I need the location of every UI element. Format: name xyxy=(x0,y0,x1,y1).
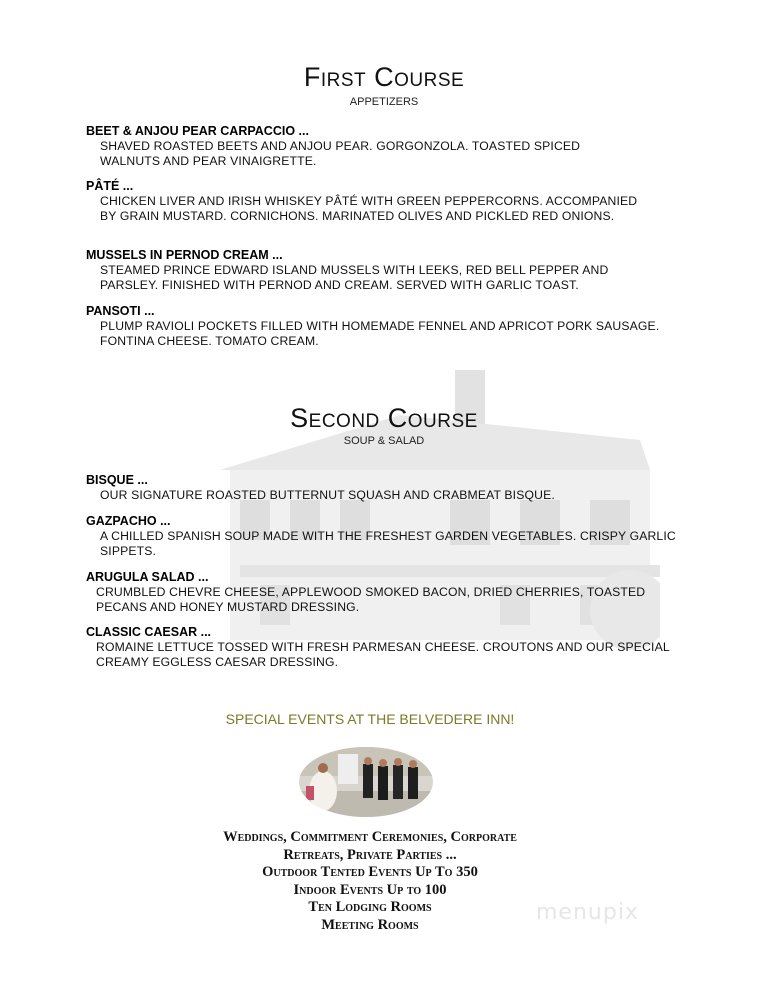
menu-item-description: SHAVED ROASTED BEETS AND ANJOU PEAR. GORGONZOLA. TOASTED SPICED WALNUTS AND PEAR VINAIGRETTE. xyxy=(100,139,581,168)
menu-item xyxy=(86,303,706,349)
menu-item-description: STEAMED PRINCE EDWARD ISLAND MUSSELS WITH LEEKS, RED BELL PEPPER AND PARSLEY. FINISHED WITH PERNOD AND CREAM. SERVED WITH GARLIC TOAST. xyxy=(100,263,609,292)
menu-item-description: PLUMP RAVIOLI POCKETS FILLED WITH HOMEMADE FENNEL AND APRICOT PORK SAUSAGE. FONTINA CHEESE. TOMATO CREAM. xyxy=(100,319,660,348)
menu-item xyxy=(86,472,706,503)
events-line: Outdoor Tented Events Up To 350 xyxy=(262,864,478,880)
menu-item-name: PANSOTI ... xyxy=(86,304,155,318)
first-course-title: First Course xyxy=(303,62,465,92)
events-line: Retreats, Private Parties ... xyxy=(283,846,457,863)
menu-item-description: CRUMBLED CHEVRE CHEESE, APPLEWOOD SMOKED BACON, DRIED CHERRIES, TOASTED PECANS AND HONEY MUSTARD DRESSING. xyxy=(96,585,646,614)
second-course-title: Second Course xyxy=(290,403,478,433)
menu-item-name: BEET & ANJOU PEAR CARPACCIO ... xyxy=(86,124,309,138)
second-course-subtitle: SOUP & SALAD xyxy=(343,435,425,447)
menu-item-description: ROMAINE LETTUCE TOSSED WITH FRESH PARMESAN CHEESE. CROUTONS AND OUR SPECIAL CREAMY EGGLESS CAESAR DRESSING. xyxy=(96,640,670,669)
menupix-watermark: menupix xyxy=(536,900,639,925)
menu-item-name: BISQUE ... xyxy=(86,473,148,487)
menu-item xyxy=(86,123,706,169)
menu-item-name: PÂTÉ ... xyxy=(86,179,134,193)
menu-item xyxy=(86,178,706,224)
special-events-heading: SPECIAL EVENTS AT THE BELVEDERE INN! xyxy=(225,711,515,727)
menu-item xyxy=(86,513,706,559)
menu-item-name: MUSSELS IN PERNOD CREAM ... xyxy=(86,248,283,262)
events-line: Meeting Rooms xyxy=(321,916,419,933)
menu-item xyxy=(86,624,706,670)
menu-item-name: CLASSIC CAESAR ... xyxy=(86,625,212,639)
menu-item xyxy=(86,569,706,615)
menu-item-description: CHICKEN LIVER AND IRISH WHISKEY PÂTÉ WITH GREEN PEPPERCORNS. ACCOMPANIED BY GRAIN MUSTARD. CORNICHONS. MARINATED OLIVES AND PICKLED RED ONIONS. xyxy=(100,194,638,223)
events-line: Indoor Events Up to 100 xyxy=(293,881,447,898)
menu-item xyxy=(86,247,706,293)
first-course-subtitle: APPETIZERS xyxy=(349,96,419,108)
wedding-photo xyxy=(298,746,434,818)
events-line: Ten Lodging Rooms xyxy=(308,899,432,915)
menu-item-description: A CHILLED SPANISH SOUP MADE WITH THE FRESHEST GARDEN VEGETABLES. CRISPY GARLIC SIPPETS. xyxy=(100,529,676,558)
menu-item-description: OUR SIGNATURE ROASTED BUTTERNUT SQUASH AND CRABMEAT BISQUE. xyxy=(100,488,555,502)
menu-item-name: GAZPACHO ... xyxy=(86,514,171,528)
events-line: Weddings, Commitment Ceremonies, Corporate xyxy=(223,829,517,845)
menu-item-name: ARUGULA SALAD ... xyxy=(86,570,209,584)
